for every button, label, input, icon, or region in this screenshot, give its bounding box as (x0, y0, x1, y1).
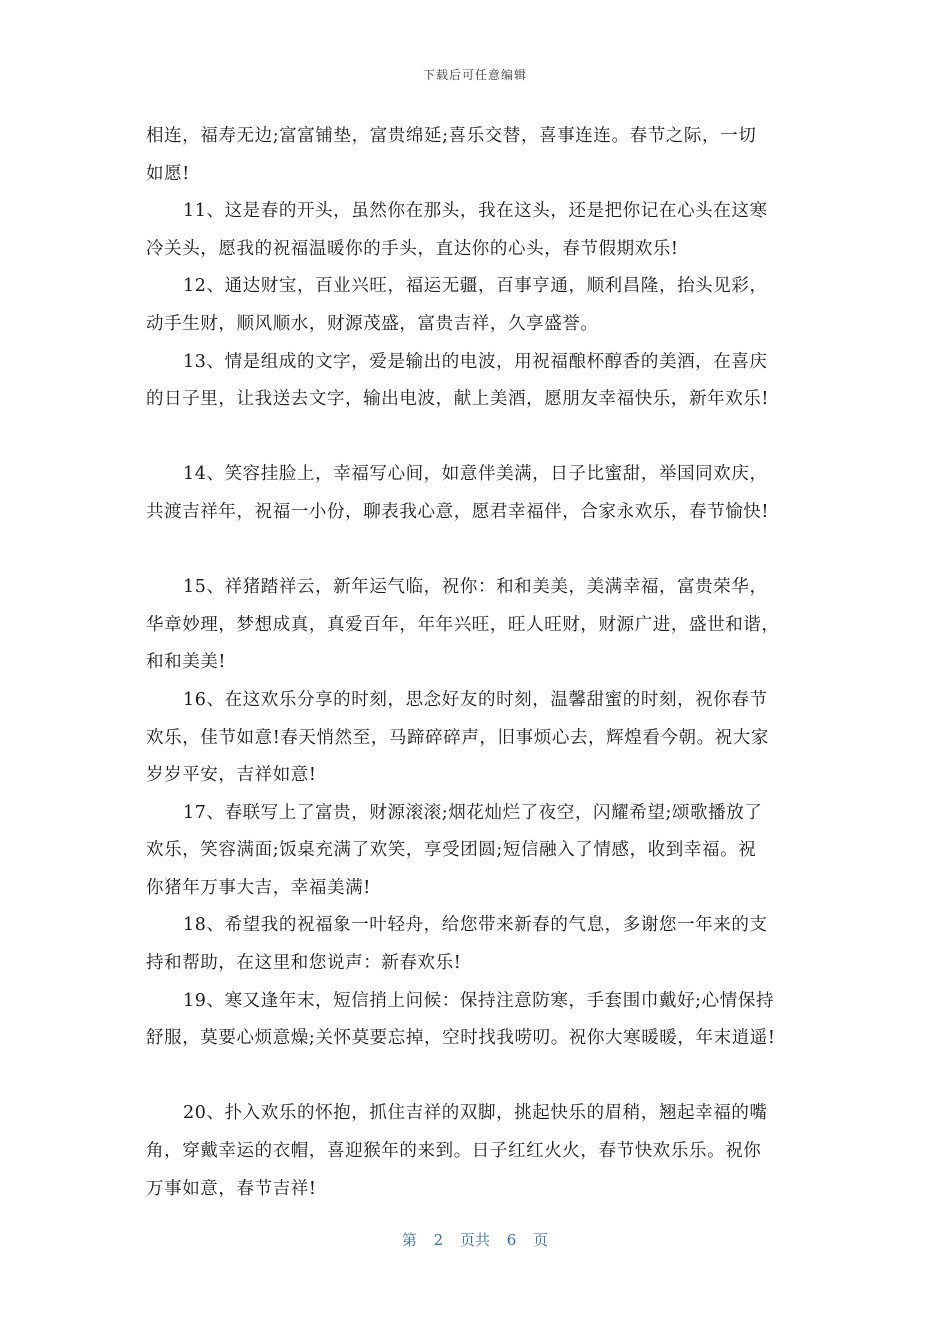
paragraph-spacer (146, 1058, 816, 1096)
paragraph (146, 456, 816, 531)
footer-suffix: 页 (533, 1231, 549, 1249)
text-line: 15、祥猪踏祥云，新年运气临，祝你：和和美美，美满幸福，富贵荣华， (183, 577, 768, 598)
text-line: 19、寒又逢年末，短信捎上问候：保持注意防寒，手套围巾戴好;心情保持 (183, 990, 775, 1011)
text-line: 13、情是组成的文字，爱是输出的电波，用祝福酿杯醇香的美酒，在喜庆 (183, 351, 768, 372)
paragraph (146, 118, 816, 193)
text-line: 冷关头，愿我的祝福温暖你的手头，直达你的心头，春节假期欢乐! (146, 238, 679, 259)
text-line: 你猪年万事大吉，幸福美满! (146, 877, 371, 898)
text-line: 欢乐，佳节如意!春天悄然至，马蹄碎碎声，旧事烦心去，辉煌看今朝。祝大家 (146, 727, 770, 748)
text-line: 持和帮助，在这里和您说声：新春欢乐! (146, 953, 462, 974)
text-line: 相连，福寿无边;富富铺垫，富贵绵延;喜乐交替，喜事连连。春节之际，一切 (146, 126, 757, 146)
text-line: 16、在这欢乐分享的时刻，思念好友的时刻，温馨甜蜜的时刻，祝你春节 (183, 689, 768, 710)
text-line: 14、笑容挂脸上，幸福写心间，如意伴美满，日子比蜜甜，举国同欢庆， (183, 464, 768, 485)
footer-page-number: 2 (433, 1231, 444, 1249)
text-line: 的日子里，让我送去文字，输出电波，献上美酒，愿朋友幸福快乐，新年欢乐! (146, 389, 770, 410)
text-line: 共渡吉祥年，祝福一小份，聊表我心意，愿君幸福伴，合家永欢乐，春节愉快! (146, 501, 770, 522)
footer-middle: 页共 (459, 1231, 490, 1249)
paragraph (146, 344, 816, 419)
text-line: 动手生财，顺风顺水，财源茂盛，富贵吉祥，久享盛誉。 (146, 313, 599, 334)
paragraph-spacer (146, 419, 816, 457)
paragraph (146, 1095, 816, 1208)
text-line: 18、希望我的祝福象一叶轻舟，给您带来新春的气息，多谢您一年来的支 (183, 915, 768, 936)
paragraph (146, 907, 816, 982)
paragraph (146, 193, 816, 268)
paragraph (146, 795, 816, 908)
document-body (146, 118, 816, 1208)
text-line: 17、春联写上了富贵，财源滚滚;烟花灿烂了夜空，闪耀希望;颂歌播放了 (183, 802, 763, 823)
text-line: 如愿! (146, 163, 190, 184)
paragraph (146, 682, 816, 795)
text-line: 岁岁平安，吉祥如意! (146, 765, 317, 786)
text-line: 角，穿戴幸运的衣帽，喜迎猴年的来到。日子红红火火，春节快欢乐乐。祝你 (146, 1141, 762, 1162)
footer-total-pages: 6 (506, 1231, 517, 1249)
page-footer (0, 1229, 950, 1250)
text-line: 舒服，莫要心烦意燥;关怀莫要忘掉，空时找我唠叨。祝你大寒暖暖，年末逍遥! (146, 1028, 776, 1049)
text-line: 12、通达财宝，百业兴旺，福运无疆，百事亨通，顺利昌隆，抬头见彩， (183, 276, 768, 297)
text-line: 万事如意，春节吉祥! (146, 1178, 317, 1199)
paragraph-spacer (146, 532, 816, 570)
text-line: 欢乐，笑容满面;饭桌充满了欢笑，享受团圆;短信融入了情感，收到幸福。祝 (146, 840, 757, 861)
footer-prefix: 第 (401, 1231, 417, 1249)
paragraph (146, 569, 816, 682)
page-header: 下载后可任意编辑 (422, 68, 527, 82)
text-line: 和和美美! (146, 652, 227, 673)
paragraph (146, 983, 816, 1058)
text-line: 华章妙理，梦想成真，真爱百年，年年兴旺，旺人旺财，财源广进，盛世和谐， (146, 614, 780, 635)
text-line: 11、这是春的开头，虽然你在那头，我在这头，还是把你记在心头在这寒 (183, 201, 768, 222)
paragraph (146, 268, 816, 343)
text-line: 20、扑入欢乐的怀抱，抓住吉祥的双脚，挑起快乐的眉稍，翘起幸福的嘴 (183, 1103, 768, 1124)
